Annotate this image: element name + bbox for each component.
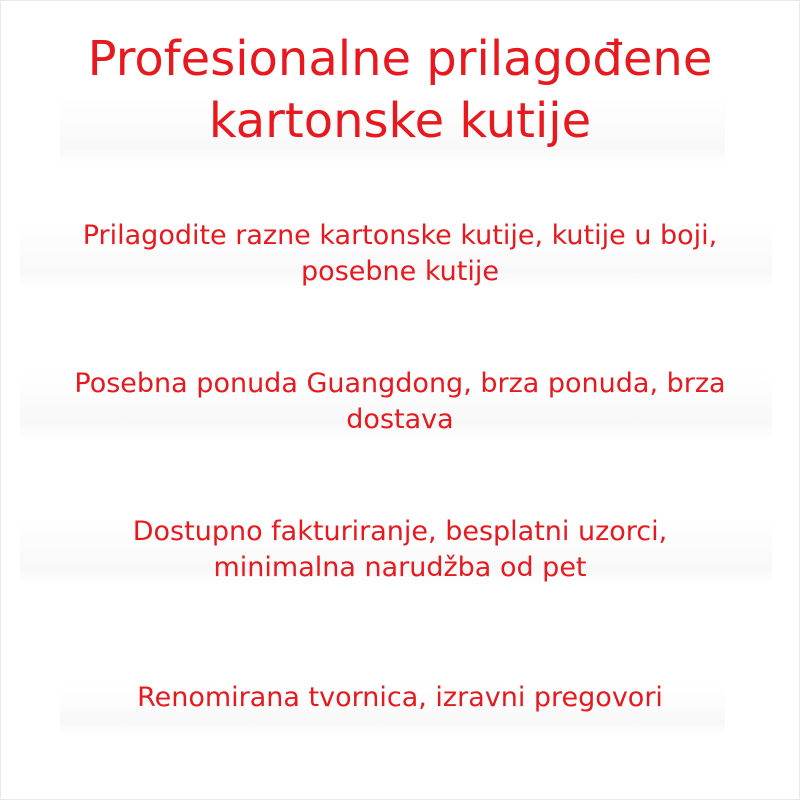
feature-customization bbox=[0, 218, 800, 290]
title-line-2: kartonske kutije bbox=[208, 93, 592, 149]
feature-invoicing-samples bbox=[0, 514, 800, 586]
feature-invoicing-samples-line-2: minimalna narudžba od pet bbox=[213, 552, 587, 583]
feature-offer-delivery bbox=[0, 366, 800, 438]
feature-invoicing-samples-line-1: Dostupno fakturiranje, besplatni uzorci, bbox=[132, 516, 668, 547]
feature-offer-delivery-line-2: dostava bbox=[346, 404, 454, 435]
feature-factory bbox=[0, 680, 800, 716]
feature-factory-line-1: Renomirana tvornica, izravni pregovori bbox=[137, 682, 663, 713]
feature-offer-delivery-line-1: Posebna ponuda Guangdong, brza ponuda, brza bbox=[74, 368, 726, 399]
feature-customization-line-1: Prilagodite razne kartonske kutije, kutije u boji, bbox=[82, 220, 718, 251]
feature-customization-line-2: posebne kutije bbox=[301, 256, 499, 287]
page-title bbox=[0, 28, 800, 152]
title-line-1: Profesionalne prilagođene bbox=[87, 31, 713, 87]
